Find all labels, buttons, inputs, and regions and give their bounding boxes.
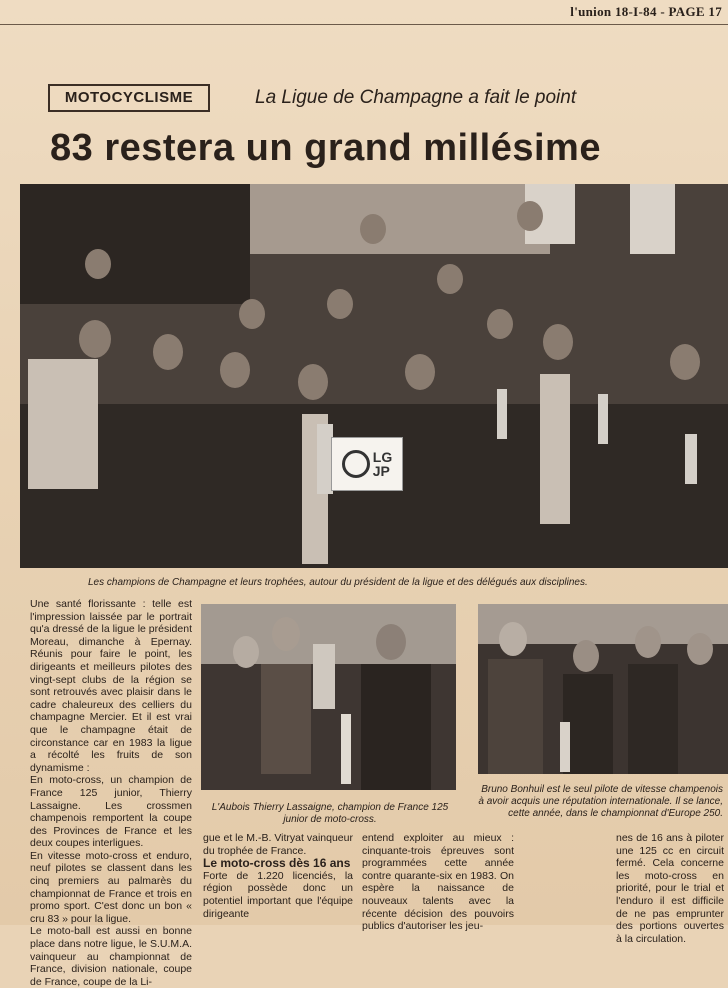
article-column-4: nes de 16 ans à piloter une 125 cc en circuit fermé. Cela concerne les moto-cross en priorité, pour le trial et l'enduro il est difficile de ne pas emprunter des portions ouvertes à la circulation. [616,832,724,945]
headline: 83 restera un grand millésime [50,127,601,169]
lassaigne-caption: L'Aubois Thierry Lassaigne, champion de France 125 junior de moto-cross. [211,802,449,825]
article-column-2 [203,832,353,920]
watermark-line1: LG [372,449,393,465]
watermark-emblem [342,450,370,478]
watermark-logo [331,437,403,491]
kicker: La Ligue de Champagne a fait le point [255,87,577,108]
group-photo [20,184,728,568]
section-label: MOTOCYCLISME [48,84,210,112]
bonhuil-caption: Bruno Bonhuil est le seul pilote de vitesse champenois à avoir acquis une réputation internationale. Il se lance, cette année, dans le championnat d'Europe 250. [478,784,723,819]
masthead: l'union 18-I-84 - PAGE 17 [570,4,722,19]
main-photo-caption: Les champions de Champagne et leurs trophées, autour du président de la ligue et des délégués aux disciplines. [88,577,588,588]
watermark-line2: JP [372,463,390,479]
article-column-1 [30,598,192,988]
bonhuil-photo [478,604,728,774]
masthead-rule [0,24,728,25]
lassaigne-photo [201,604,456,790]
article-column-3: entend exploiter au mieux : cinquante-trois épreuves sont programmées cette année contre quarante-six en 1983. On espère la naissance de nouveaux talents avec la récente décision des pouvoirs publics d'autoriser les jeu- [362,832,514,933]
article-paragraph: En moto-cross, un champion de France 125 junior, Thierry Lassaigne. Les crossmen champenois remportent la coupe des Provinces de France et les deux coupes interligues. [30,774,192,850]
article-paragraph: En vitesse moto-cross et enduro, neuf pilotes se classent dans les cinq premiers au palmarès du championnat de France et trois en promo sport. C'est donc un bon « cru 83 » pour la ligue. [30,849,192,925]
article-subhead: Le moto-cross dès 16 ans [203,856,351,871]
article-paragraph: Forte de 1.220 licenciés, la région possède donc un potentiel important que l'équipe dirigeante [203,869,353,920]
article-paragraph: gue et le M.-B. Vitryat vainqueur du trophée de France. [203,832,353,857]
article-paragraph: Le moto-ball est aussi en bonne place dans notre ligue, le S.U.M.A. vainqueur au championnat de France, division nationale, coupe de France, coupe de la Li- [30,925,192,988]
article-paragraph: Une santé florissante : telle est l'impression laissée par le portrait qu'a dressé de la ligue le président Moreau, dimanche à Epernay. Réunis pour faire le point, les dirigeants et meilleurs pilotes des vingt-sept clubs de la région se sont retrouvés avec plaisir dans le cadre chaleureux des celliers du champagne Mercier. Et il est vrai que le champagne était de circonstance car en 1983 la ligue a récolté les fruits de son dynamisme : [30,598,192,774]
